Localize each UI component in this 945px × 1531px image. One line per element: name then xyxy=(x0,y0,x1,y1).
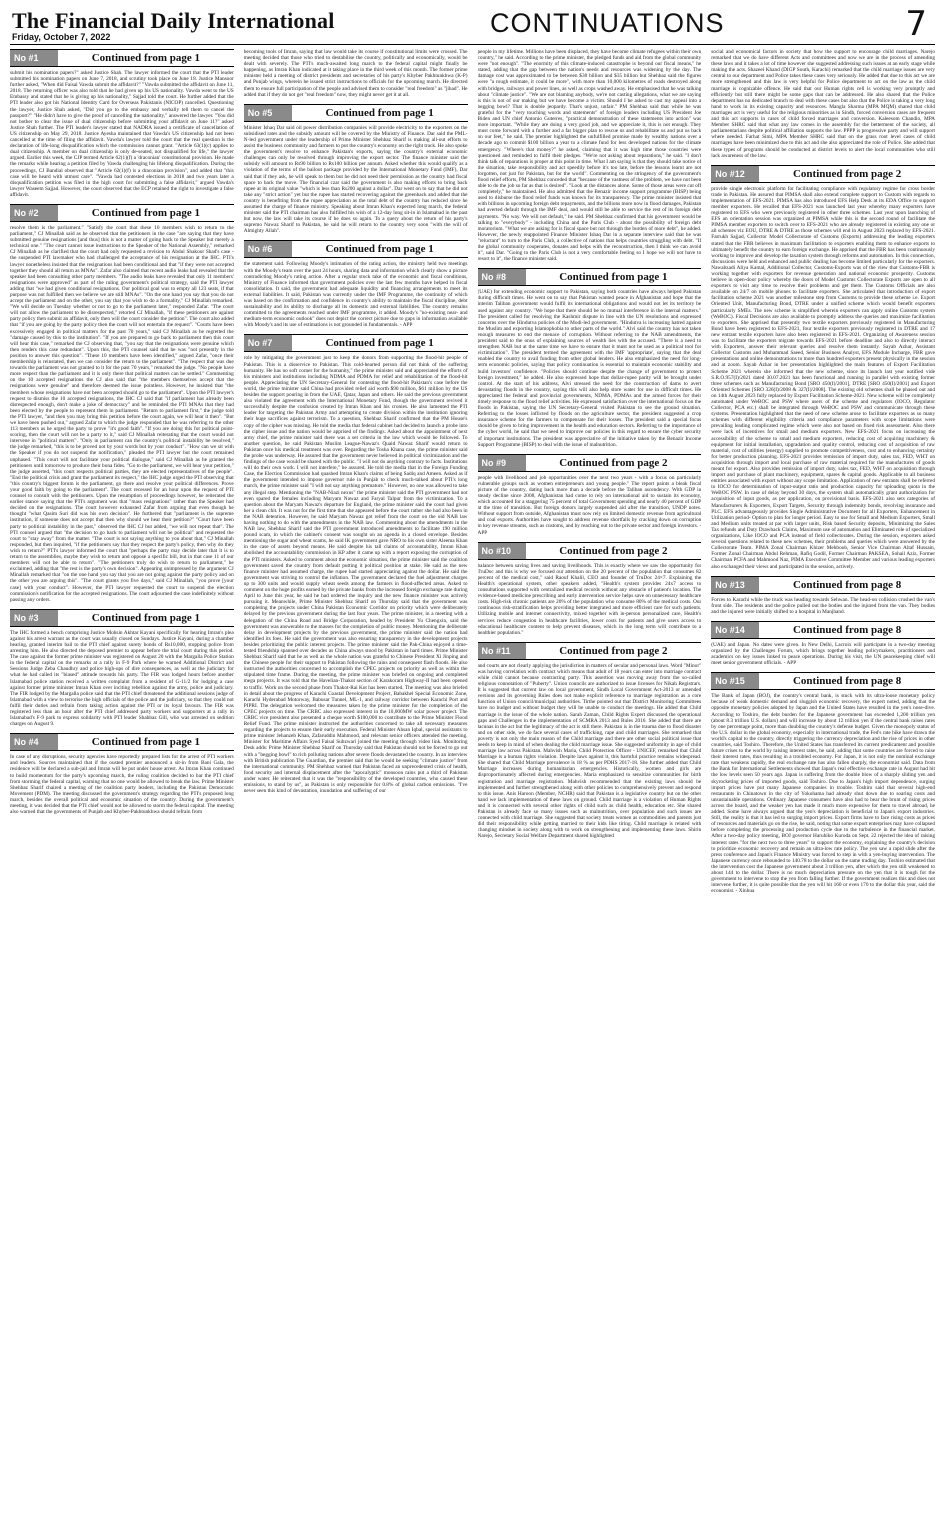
story-text: submit his nomination papers?" asked Justice Shah. The lawyer informed the court that the PTI leader submitted his nomination papers on June 7, 2018, and scrutiny took place on June 18. Justice Mansoor further asked, "When did Faisal Vawda submit the affidavit?" "Vawda submitted the affidavit on June 11, 2018. The returning officer was also told that he had given up his US nationality. Vawda went to the US Embassy and stated that he is giving up his nationality," Sajjad told the court. He further added that the PTI leader also got his National Identity Card for Overseas Pakistanis (NICOP) cancelled. Questioning the lawyer, Justice Shah asked, "Did you go to the embassy and verbally tell them to cancel the passport?" "He didn't have to give the proof of cancelling the nationality," answered the lawyer. "You did not bother to clear the issue of dual citizenship before submitting your affidavit on June 11?" asked Justice Shah further. The PTI leader's lawyer stated that NADRA issued a certificate of cancellation of US citizenship on May 29, 2018. Justice Ayesha maintained that Vawda's US citizenship had not been cancelled at the time of filing the affidavit. Vawda's lawyer told the court that the real question is the declaration of life-long disqualification which the commission cannot grant. "Article 63(1)(c) applies to dual citizenship. A member on dual citizenship is only de-seated, not disqualified for life," the lawyer argued. Earlier this week, the CJP termed Article 62(1)(f) a 'draconian' constitutional provision. He made the remarks while hearing a petition filed by Vawda challenging his lifelong disqualification. During the proceedings, CJ Bandial observed that "Article 62(1)(f) is a draconian provision", and added that "this case will be heard with utmost care". "Vawda had contested elections in 2018 and two years later a disqualification petition was filed in the high court for submitting a false affidavit," argued Vawda's lawyer Waseem Sajjad. However, the court observed that the ECP retained the right to investigate a false affidavit. xyxy=(10,70,234,198)
story-block xyxy=(244,334,468,794)
story-header xyxy=(711,165,935,183)
story-continued-title: Continued from page 1 xyxy=(91,52,201,64)
story-number: No #14 xyxy=(711,622,759,638)
story-text: role by mitigating the government just to keep the donors from supporting the flood-hit people of Pakistan. This is a disservice to Pakistan. This cold-hearted person did not think of the suffering humanity. He has no soft corner for the humanity," the prime minister said and appreciated the efforts of his ministers and institutions including NDMA and PDMA for relief and rehabilitation of the flood-hit people. Appreciating the UN Secretary-General for contesting the flood-hit Pakistan's case before the world, the prime minister said China had provided relief aid worth $90 million, $61 million by the US besides the support pouring in from the UAE, Qatar, Japan and others. He said the previous government also violated the agreement with the International Monetary Fund, though the government revived it successfully despite the confusion created by Imran Khan and his cronies. He also lamented the PTI leader for targeting the Pakistan Army and attempting to create division within the institution ignoring their huge sacrifices against terrorism. To a question, Shehbaz Sharif confirmed that the PM House's copy of the cipher was missing. He told the media that federal cabinet had decided to launch a probe into the cipher issue and the nation would be apprised of the findings. Asked about the appointment of next army chief, the prime minister said there was a set criteria in the law which would be followed. To another question, he said Pakistan Muslim League-Nawaz's Quaid Nawaz Sharif would return to Pakistan once his medical treatment was over. Regarding the Tosha Khana case, the prime minister said the probe was underway. He assured that the government never believed in political victimization and the findings of the case would be shared with the public. "I will not do anything contrary to facts. Institutions will do their own work. I will not interfere," he assured. He told the media that in the Foreign Funding Case, the Election Commission had quashed Imran Khan's claims of being Sadiq and Ameen. Asked as if the government intended to impose governor rule in Punjab to check much-talked about PTI's long march, the prime minister said "I will not say anything premature." However, no one was allowed to take any illegal step. Mentioning the "NAB-Niazi nexus" the prime minister said the PTI government had not even spared the females including Maryam Nawaz and Faryal Talpur from the victimization. To a question about the Maryam Nawaz's departure for England, the prime minister said the court had given her a clean chit. It was not for the first time that she appeared before the court rather she had also been in the NAB detention. However, he said Maryam Nawaz got relief from the court on the old NAB law having nothing to do with the amendments in the NAB law. Commenting about the amendments in the NAB law, Shehbaz Sharif said the PTI government introduced amendments to facilitate 190 million pound scam, in which the cabinet's consent was sought on an agenda in a closed envelope. Besides mentioning the sugar and wheat scams, he said IK government gave NRO to his own sister Aleema Khan in the case of assets beyond means. He said despite his tall claims of accountability, Imran Khan abolished the accountability commission in KP after it came up with a report exposing the corruption of the PTI ministers. Asked to comment about the economic situation, the prime minister said the coalition government saved the country from default putting it political position at stake. He said as the new finance minister had assumed charge, the rupee had started appreciating against the dollar. He said the government was striving to control the inflation. The government declared the fuel adjustment charges up to 300 units and would supply wheat seeds among the farmers in flood-affected areas. Asked to comment on the huge profits earned by the private banks from the increased foreign exchange rate during April to June this year, he said he had ordered the inquiry and the new finance minister was actively pursuing it. Meanwhile, Prime Minister Shehbaz Sharif on Thursday said that the government was completing the projects under China Pakistan Economic Corridor on priority which were deliberately delayed by the previous government during the last four years. The prime minister, in a meeting with a delegation of the China Road and Bridge Corporation, headed by President Yu Chengxin, said the government was answerable to the masses for the completion of public money. Mentioning the deliberate delay in development projects by the previous government, the prime minister said the nation had identified its foes. He said the government was also ensuring transparency in the development projects besides prioritizing the public interest projects. The prime minister said the Pak-China enjoyed a time-tested friendship spanned over decades as China always stood by Pakistan in hard times. Prime Minister Shehbaz Sharif said that he as well as the whole nation was grateful to Chinese President Xi Jinping and the Chinese people for their support to Pakistan following the rains and consequent flash floods. He also instructed the authorities concerned to accomplish the CPEC projects on priority as well as within the stipulated time frame. During the meeting, the prime minister was briefed on ongoing and completed mega projects. It was told that the Havelian-Thakot section of Karakoram Highway-II had been opened to traffic. Work on the second phase from Thakot-Rai Kot has been started. The meeting was also briefed in detail about the progress of Karachi Coastal Development Project, Babakhel Special Economic Zone, Karachi Hyderabad Motorway, Babusar Tunnel, ML-1, and railway corridor between Karachi Port and PIPRI. The delegation welcomed the measures taken by the prime minister for the completion of the CPEC projects on time. The CRBC also expressed interest in the 10,000MW solar power project. The CRBC vice president also presented a cheque worth $100,000 to contribute to the Prime Minister Flood Relief Fund. The prime minister instructed the authorities concerned to take all necessary measures regarding the projects to ensure their early execution. Federal Minister Ahsan Iqbal, special assistants to prime minister Jehanzeb Khan, Zafaruddin Mahmood, and relevant senior officers attended the meeting. Minister for Maritime Affairs Syed Faisal Subzwari joined the meeting through video link. Monitoring Desk adds: Prime Minister Shehbaz Sharif on Thursday said that Pakistan should not be forced to go out with a "begging bowl" to rich polluting nations after severe floods devastated the country. In an interview with British publication The Guardian, the premier said that he would be seeking "climate justice" from the international community. PM Shehbaz warned that Pakistan faced an unprecedented crisis of health, food security and internal displacement after the "apocalyptic" monsoon rains put a third of Pakistan under water. He reiterated that it was the "responsibility of the developed countries, who caused these emissions, to stand by us", as Pakistan is only responsible for 0.8% of global carbon emissions. "I've never seen this kind of devastation, inundation and suffering of our xyxy=(243,355,468,795)
story-number: No #3 xyxy=(10,610,58,626)
story-block xyxy=(478,542,702,636)
story-continuation xyxy=(244,49,468,98)
story-number: No #6 xyxy=(244,241,292,257)
story-continued-title: Continued from page 8 xyxy=(792,623,902,636)
columns xyxy=(10,49,935,1519)
story-number: No #15 xyxy=(711,673,759,689)
story-text: provide single electronic platform for facilitating compliance with regulatory regime for cross border trade in Pakistan. He assured that PIMSA shall also extend complete support to Custom with regards to implementation of EFS-2021. PIMSA has also introduced EFS Help Desk at its EDA Office to support member exporters. He recalled that EFS-2021 was launched last year whereby many exporters have registered to EFS who were previously registered in other three schemes. Last year upon launching of EFS an orientation session was organized at PIMSA while this is the second round of facilitate the PIMSA member exporters to switch over to EFS-2021 who are already registered in existing any one or all schemes viz EOU, DTRE & DTRE as those schemes will end in August 2023 replaced by EFS-2021. Farrukh Sajjad, Collector Model Collectorate of Customs (Exports) addressing the leading exporters stated that the FBR believes in maximum facilitation to exporters enabling them to enhance exports to ultimately benefit the country to earn foreign exchange. He apprised that the FBR has been continuously working to improve and develop the taxation system through reforms and automation. In this connection, discussions were held and enhanced and public dealing has become limited particularly for the exporters. Nawabzadi Aliya Kamal, Additional Collector, Customs-Exports was of the view that Customs-FBR is working together with exporters for revenue generation and national economic prosperity. Customs believe in open-door policy whereby the doors of Model Customs Collectorate Exports are open to all exporters to visit any time to resolve their problems and get them. The Customs Officials are also available on 24/7 on mobile phones to facilitate exporters. She articulated that introduction of export facilitation scheme 2021 was another milestone step from Customs to provide these scheme i.e. Export Oriented Unit, Manufacturing Bond, DTRE under a unified scheme which would benefit exporters particularly SMEs. The new scheme is simplified wherein exporters can apply online Customs system (WeBOC). Fiscal Decisions are also available to promptly address the queries and maximize facilitation to exporters. She apprised that presently two textile exporters previously registered in Manufacturing Bond have been registered to EFS-2021, four textile exporters previously registered in DTRE and 17 new entrant textile exporters have also been registered in EFS-2021. Organizing of Awareness session was to facilitate the exporters migrate towards EFS-2021 before deadline and also to directly interact with Exporters, answer their relevant queries and resolve them instantly. Sayab Azhar, Assistant Collector Customs and Muhammad Saeed, Senior Business Analyst, EFS Module Incharge, FBR gave presentations and online demonstrations to more than hundred exporters present physically in the session and at zoom. Sayab Azhar in her presentation highlighted the main features of Export Facilitation Scheme 2021 wherein she informed that the new scheme, since its launch last year notified vide S.R.O.957(I)/2021 dated 30.07.2021 has been functional and running in parallel with existing former three schemes such as Manufacturing Bond [SRO 450(I)/2001], DTRE [SRO 450(I)/2001] and Export Oriented Schemes [SRO 326(I)/2008 & 327(I)/2008]. The existing old schemes shall be phased out and on 14th August 2023 fully replaced by Export Facilitation Scheme-2021. New scheme will be completely automated under WeBOC and PSW where users of the scheme and regulators (IOCO, Regulator Collector, PCA etc.) shall be integrated through WeBOC and PSW and communicate through these systems. Presentation highlighted that the need of new scheme arose to facilitate exporters as so many schemes with different eligibility criteria and compliance parameters with scope limitations were prevailing leading complicated regime which were also not based on fixed risk assessment. Also there were lack of incentives for small and medium exporters. New EFS-2021 focus on increasing the accessibility of the scheme to small and medium exporters, reducing cost of acquiring machinery & equipment for initial installation, upgradation and quality control, reducing cost of acquisition of raw material, cost of utilities (energy) supplied to promote competitiveness, cost and to enhancing certainty for better production planning. EFS-2021 provides remission of import duty, sales tax, FED, WHT on acquisition through import and local purchase of raw material required for the manufactures of goods meant for export. Also provides remission of import duty, sales tax, FED, WHT on acquisition through import and purchase of plant machinery, equipment, spares & capital goods. Applicable to all business entities associated with export without any scope limitation. Application of new entrants shall be referred to IOCO for determination of input-output ratio and production capacity for uploading quota in the WeBOC PSW. In case of delay beyond 30 days, the system shall automatically grant authorization for acquisition of input goods, as per application, on provisional basis. EFS-2021 also sets categories of Manufacturers & Exporters, Export Targets, Security through indemnity bonds, revolving insurance and PLC. EFS advantageously provides Single Administrative Document for all Exporters, Enhancement in Utilization period- Option to plan for longer period. Easy to use for Small and Medium Exporters, Small and Medium units treated at par with larger units, Risk based Security deposits, Minimizing the Sales Tax refunds and Duty Drawback Claims, Maximum use of automation and Eliminated role of specialized organizations, Like IOCO and PCA instead of field collectorates. During the session, exporters asked several questions related to these new schemes, their problems and queries which were answered by the Collectorate Team. PIMA Zonal Chairman Khizer Mehboob, Senior Vice Chairman Altaf Hussain, Former Zonal Chairman Abdul Rehman, Rafiq Godil, Former Chairman PAKSEA, Sohail Aziz, Former Chairman PCFA and Mahmood Naz, PIMA Executive Committee Member and various leading exporters also exchanged their views and participated in the session, actively. xyxy=(711,185,935,570)
story-block xyxy=(10,733,234,815)
story-text: In case of any disruptions, security agencies have reportedly prepared lists for the arrest of PTI workers and leaders. Sources maintained that if the ousted premier announced a sit-in from Bani Gala, the residence will be declared a sub-jail and Imran will be put under house arrest. As Imran Khan continued to build momentum for the party's upcoming march, the ruling coalition decided to bar the PTI chief from storming the federal capital, warning that no one would be allowed to break the law. Prime Minister Shehbaz Sharif chaired a meeting of the coalition party leaders, including the Pakistan Democratic Movement (PDM). The meeting discussed the government's strategy regarding the PTI's proposed long march, besides the overall political and economic situation of the country. During the government's meeting, it was decided that the PTI chief would not be allowed to storm the federal capital. The meeting also warned that the governments of Punjab and Khyber-Pakhtunkhwa should refrain from xyxy=(10,754,234,816)
story-block xyxy=(711,576,935,615)
story-header xyxy=(711,576,935,594)
story-number: No #1 xyxy=(10,50,58,66)
story-block xyxy=(10,49,234,198)
story-header xyxy=(244,104,468,122)
newspaper-title: The Financial Daily International xyxy=(12,8,335,33)
story-continued-title: Continued from page 8 xyxy=(792,578,902,591)
story-header xyxy=(711,621,935,639)
story-continuation xyxy=(711,49,935,159)
story-continued-title: Continued from page 1 xyxy=(91,611,201,624)
story-block xyxy=(711,621,935,666)
story-text: resolve them is the parliament." "Satisfy the court that these 10 members wish to return to the parliament," CJ Minallah said as he observed that the petitioners in the case "are saying that they have submitted genuine resignations [and thus] this is not a matter of going back to the Speaker but merely a technical one." "The court cannot issue instructions to the Speaker of the National Assembly," remarked CJ Minallah as he clarified that the court had only requested a revision to Abdul Shakoor Shad's case - the suspended PTI lawmaker who had challenged the acceptance of his resignation at the IHC. PTI's lawyer nonetheless insisted that the resignations had been conditional and that "if they were not accepted together they should all return as MNAs". Zafar also claimed that recent audio leaks had revealed that the speaker had been consulting other party members. "The audio leaks have revealed that only 11 members' resignations were approved" as part of the ruling government's political strategy, said the PTI lawyer adding that "we had given conditional resignations. Our political goal was to empty all 123 seats, if that purpose was not fulfilled then we believe we are still MNAs". "On the one hand you say that you do not accept the parliament and on the other, you say that you wish to do a formality," CJ Minallah remarked. "We will decide on Tuesday whether or not to go to the parliament later," responded Zafar. "The court will not allow the parliament to be disrespected," retorted CJ Minallah, "if these petitioners are against party policy then submit an affidavit, only then will the court consider the petition". The court also added that "if you are going by the party policy then the court will not entertain the request". "Courts have been excessively engaged in political matters for the past 70 years," said CJ Minallah as he regretted the "damage caused by this to the institution". "If you are prepared to go back to parliament then this court will hear this case," remarked the CJ observing that, "you say that the resignations were genuine which then renders this case redundant". Upon this, the PTI counsel said that he was "not presently in the position to answer this question". "These 10 members have been identified," argued Zafar, "once their membership is reinstated, then we can consider the return to the parliament". "The respect that was due towards the parliament was not granted to it for the past 70 years," remarked the judge. "No people have more respect than the parliament and it is only there that political matters can be settled." Commenting on the 10 accepted resignations the CJ also said that "the members themselves accept that the resignations were genuine" and therefore deemed the issue pointless. However, he insisted that "the members whose resignations have not been accepted should go to the parliament". Upon the PTI lawyer's request to dismiss the 10 accepted resignations, the IHC CJ said that "if parliament has already been disrespected enough, don't make a joke of democracy" and he reminded the PTI MNAs that they had been elected by the people to represent them in parliament. "Return to parliament first," the judge told the PTI lawyer, "and then you may bring this petition before the court again, we will hear it then". "But we have been pushed out," argued Zafar to which the judge responded that he was referring to the other 113 members as he urged the party to prove "it's good faith". "If you are doing this for political point-scoring, then the court will not be a party to it," said CJ Minallah reiterating that the court would not intervene in "political matters". "Only in parliament can the country's political instability be resolved," the judge remarked, "this is to be proved not by your words but by your conduct". "How can we sit with the Speaker if you do not suspend the notification," pleaded the PTI lawyer but the court remained unphased. "This court will not facilitate your political dialogue," said CJ Minallah as he granted the petitioners until tomorrow to produce their bona fides. "Go to the parliament, we will hear your petition," the judge asserted, "this court respects political parties, they are elected representatives of the people". "End the political crisis and grant the parliament its respect," the IHC judge urged the PTI observing that "this country's biggest forum is the parliament, go there and resolve your political differences. Prove your good faith by going to the parliament". The court recessed for an hour upon the request of PTI counsel to consult with the petitioners. Upon the resumption of proceedings however, he reiterated the earlier stance saying that the PTI's argument was that "mass resignations" rather than the Speaker had decided on the resignations. The court however exhausted Zafar from arguing that even though he thought "what Qasim Suri did was his own decision". He furthered that "parliament is the supreme institution, if someone does not accept that then why should we hear their petition?" "Court have been party to political instability in the past," observed the IHC CJ but added, "we will not repeat that". The PTI counsel argued that "the decision to go back to parliament will not be political" and requested the court to "stay away" from the matter. "The court is not saying anything to you about that," CJ Minallah responded, but then inquired, "if the petitioners say that they respect the party's policy, then why do they wish to return?" PTI's lawyer informed the court that "perhaps the party may decide later that it is to return to the assemblies, maybe they wish to return and oppose a specific bill, but in that case 11 of our members will not be able to return". "The petitioners truly do wish to return to parliament," he exclaimed, adding that "the rest is the party's own decision". Appearing unimpressed by the argument CJ Minallah remarked that "on the one hand you say that you are not going against the party policy and on the other you are arguing this". "The court grants you five days," said CJ Minallah, "you prove [your case] with your conduct". However, the PTI lawyer requested the court to suspend the election commission's notification for the accepted resignations. The court adjourned the case indefinitely without passing any orders. xyxy=(10,224,234,603)
story-header xyxy=(478,542,702,560)
story-number: No #13 xyxy=(711,577,759,593)
story-number: No #10 xyxy=(478,543,526,559)
story-header xyxy=(10,733,234,751)
story-block xyxy=(244,240,468,328)
story-number: No #4 xyxy=(10,734,58,750)
story-text: Minister Ishaq Dar said oil power distribution companies will provide electricity to the exporters on the subsidised rates and the subsidy amount will be covered by the Ministry of Finance. Dar said the PML-N-led government under the leadership of Prime Minister Shehbaz Sharif is making all-out efforts to assist the business community and farmers to put the country's economy on the right track. He also spoke the government's resolve to enhance Pakistan's exports, saying the country's external economic challenges can only be resolved through improving the export sector. The finance minister said the subsidy will amount to Rs90 billion to Rs100 billion per annum. Asked whether this would qualify as a violation of the terms of the bailout package provided by the International Monetary Fund (IMF), Dar said that if they ask, he will speak to them but he did not need their permission as the country had fiscal space to back the move. The financial czar said the government is also making efforts to bring back rupee at its original value "which is less than Rs200 against a dollar". Dar went on to say that he did not take any "strict action" yet but the rupee has started recovering against the greenback and added that the country is benefiting from the rupee appreciation as the total debt of the country has reduced since he assumed the charge of finance ministry. Speaking about Imran Khan's expected long march, the federal minister said the PTI chairman has also fulfilled his wish of a 12-day long sit-in in Islamabad in the past but now, the law will take its course if he does so again. To a query about the return of his party's supremo Nawaz Sharif to Pakistan, he said he will return to the country very soon "with the will of Almighty Allah". xyxy=(243,124,468,235)
story-block xyxy=(478,642,702,840)
story-block xyxy=(10,609,234,728)
story-block xyxy=(244,104,468,235)
story-block xyxy=(478,268,702,447)
story-number: No #12 xyxy=(711,166,759,182)
story-header xyxy=(244,240,468,258)
story-block xyxy=(711,672,935,894)
story-number: No #5 xyxy=(244,105,292,121)
story-continued-title: Continued from page 1 xyxy=(559,271,668,284)
story-header xyxy=(478,268,702,286)
story-text: balance between saving lives and saving livelihoods. This is exactly where we saw the opportunity for TruDoc and this is why we focused our attention on the 20 percent of the population that consumes 82 percent of the medical cost," said Raouf Khalil, CEO and founder of TruDoc 24×7. Explaining the Health's operational system, other speakers added, "Health's system provides 24x7 access to consultations supported with centralized medical records without any obstacle of patient's location. The evidence-based medicine prescribing and early intervention service helps save on unnecessary healthcare costs. High-risk chronic patients are 20% of the population who consume 80% of the medical costs. Our continuous risk-stratification helps providing better integrated and more efficient care for such patients. Utilizing mobile and internet connectivity, mixed together with in-person personalized care, Health's services reduce congestion in healthcare facilities, lower costs for patients and give users access to educational healthcare content to help prevent diseases, which in the long term will contribute to a healthier population." xyxy=(477,562,702,636)
column-2 xyxy=(244,49,468,1519)
story-text: and courts are not clearly applying the jurisdiction in matters of secular and personal laws. Word "Minor" was having correlation with contract which means that adult of 18 years can enter into marriage contract while child cannot because contracting party. This assertion was moving away from the so-called religious connotation of "Puberty". Union councils are authorized to issue licenses for Nikah Registrars. It is suggested that current law on local government, Sindh Local Government Act-2013 or amended versions and its governing Rules does not make explicit reference to marriage registration as a core function of Union council/municipal authorities. Tirthe pointed out that District Monitoring Committees have no budget and without budget they will be unable to conduct the meetings. He added that Child marriage is the issue of the whole nation. Sarah Zaman, Child Rights Expert discussed the operational gaps and Challenges in the implementation of SCMRA 2013 and Rules 2016. She added that there are lacunas in the act but the legitimacy of the act is still there. Pakistan is in the trauma due to flood disaster and on other side, we do face several cases of trafficking, rape and child marriages. She remarked that poverty is not only the main reason of the Child marriage and there are other social political issue that needs to keep in mind of when dealing the child marriage issue. She suggested uniformity in age of child marriage law across Pakistan. Mahvish Maria, Child Protection Officer - UNICEF, remarked that Child Marriage is a human rights violation. Despite laws against it, this harmful practice remains widespread. She shared that Child Marriage prevalence is 18 % as per PDHS 2017-18. She further added that Child Marriage increases during humanitarian emergencies. Historically, women and girls are disproportionately affected during emergencies. Maria emphasized to sensitize communities for birth registration and marriage registration. Mahvish recommended that the existing laws should be implemented and further strengthened along with other policies to comprehensively prevent and respond to this issue. Anis Haroon (Member, NCHR) said that Pakistan is a legislative country but on the other hand we lack implementation of these laws on ground. Child marriage is a violation of Human Rights and it is connected with several other rights of child such as child health, education etc. She shared Pakistan is already face so many issues such as malnutrition, over population and such issues are connected with child marriage. She suggested that society treats women as commodities and parents just did their responsibility while getting married to their kids like tiring. Child marriage is related with changing mindset in society along with to work on strengthening and implementing these laws. Shirin Narejo, Secretary Social Welfare Department shared highlighted xyxy=(477,662,702,840)
story-block xyxy=(478,454,702,536)
story-text: the statement said. Following Moody's intimation of the rating action, the ministry held two meetings with the Moody's team over the past 24 hours, sharing data and information which clearly show a picture contradicting Moody's rating action. After a regular stock take of the economic and fiscal conditions, Ministry of Finance informed that government policies over the last few months have helped in fiscal consolidation. It said, the government had adequate liquidity and financing arrangements to meet its external liabilities. It said, Pakistan was currently under the IMF Programme, the continuity of which was based on the confirmation and confidence in country's ability to maintain the fiscal discipline, debt sustainability and its ability to discharge all its domestic and external liabilities. The country remains committed to the agreements reached under IMF programme, it added. Moody's "no-existing near- and medium-term economic outlook" does not depict the correct picture due to gaps in information available with Moody's and its use of estimations is not grounded in fundamentals. - APP xyxy=(243,261,468,329)
story-number: No #7 xyxy=(244,335,292,351)
story-header xyxy=(244,334,468,352)
story-header xyxy=(478,642,702,660)
issue-date: Friday, October 7, 2022 xyxy=(12,32,111,42)
story-number: No #11 xyxy=(478,643,526,659)
story-header xyxy=(478,454,702,472)
story-number: No #8 xyxy=(478,269,526,285)
story-continued-title: Continued from page 2 xyxy=(559,456,668,469)
story-text: becoming tools of Imran, saying that law would take its course if constitutional limits were crossed. The meeting decided that those who tried to destabilise the country, politically and economically, would be dealt with severely. The PTI's much-awaited long march to the federal capital might finally be happening, as Imran Khan indicated at it taking place in the third week of this month. The former prime minister held a meeting of district presidents and secretaries of his party's Khyber Pakhtunkhwa (K-P) and Punjab wings, wherein he issued strict instructions to officials for the upcoming march. He directed them to ensure full participation of the people and advised them to consider "real freedom" as "jihad". He added that if they do not get "real freedom" now, they might never get it at all. xyxy=(243,49,468,98)
story-number: No #2 xyxy=(10,205,58,221)
story-header xyxy=(711,672,935,690)
story-continuation xyxy=(478,49,702,262)
story-continued-title: Continued from page 2 xyxy=(559,544,668,557)
story-continued-title: Continued from page 1 xyxy=(325,243,434,256)
section-title: CONTINUATIONS xyxy=(490,8,725,38)
column-4 xyxy=(711,49,935,1519)
masthead-rule xyxy=(10,44,935,45)
story-text: The Bank of Japan (BOJ), the country's central bank, is stuck with its ultra-loose monetary policy because of weak domestic demand and sluggish economic recovery, the expert noted, adding that the opposite monetary policies adopted by Japan and the United States have resulted in the yen's nose-dive. According to Toshiro, the debt burden for the Japanese government has exceeded 1,200 trillion yen (about 8.3 trillion U.S. dollars) and will increase by about 12 trillion yen if the central bank raises rates by one percentage point, more than doubling the country's defense budget. Given the monopoly status of the U.S. dollar in the global economy, especially in international trade, the Fed's rate hike have drawn the world's capital to the country, directly triggering the currency depreciation and the rise of prices in other countries, said Toshiro. Therefore, the United States has transferred its current predicament and possible future crises to the world by raising interest rates, he said, adding that some countries are forced to raise their interest rates, thus resulting in a troubled economy. For Japan, it is not only the nominal exchange rate that weakens rapidly, the real exchange rate has also fallen sharply, the economist said. Data from the Bank for International Settlements showed that Japan's real effective exchange rate in August had hit the low levels seen 50 years ago. Japan is suffering from the double blow of a sharply sliding yen and skyrocketing prices of imported goods, said Toshiro. Due to Japan's high import dependence, surging import prices have put many Japanese companies in trouble. Toshiro said that several high-end restaurants in Chinatown in the city of Yokohama had already shut down due to soaring costs and unsustainable operations. Ordinary Japanese consumers have also had to bear the brunt of rising prices across the board, and the weaker yen has made it much more expensive for them to travel abroad, he added. Some have always argued that the yen's depreciation is beneficial to Japan's export industries. Still, the reality is that it has led to surging import prices. Export firms have to face rising costs as prices of resources and materials go on the rise, he said, noting that some export enterprises may have collapsed before completing the processing and production cycle due to the turbulence in the financial market. After a two-day policy meeting, BOJ governor Haruhiko Kuroda on Sept. 22 rejected the idea of raising interest rates "for the next two to three years" to support the economy, explaining the country's decision to prioritize economic recovery and remain an ultra-low rate policy. The yen saw a rapid slide after the press conference and Japan's Finance Ministry was forced to step in with a yen-buying intervention. The Japanese currency once rebounded to 140.78 to the dollar on the same trading day. Toshiro estimated that the intervention cost the Japanese government about 3 trillion yen, after which the yen still weakened to about 144 to the dollar. There is no much depreciation pressure on the yen that it is tough for the government to intervene to stop the yen from falling further. If the government realizes this and does not intervene further, it is quite possible that the yen will hit 160 or even 170 to the dollar this year, said the economist. - Xinhua xyxy=(711,693,935,895)
story-continued-title: Continued from page 2 xyxy=(792,167,902,180)
story-block xyxy=(10,204,234,603)
story-text: (UAE) for extending economic support to Pakistan, saying both countries have always helped Pakistan during difficult times. He went on to say that Pakistan wanted peace in Afghanistan and hope that the interim Taliban government would fulfil its international obligations and would not let its territory be used against any country. "We hope that there should be no mutual interference in the internal matters." The president called for resolving the Kashmir dispute in line with the UN resolutions and expressed concerns over the Hindutva policies of the Modi-led government. "Hindutva is increasing hatred against the Muslim and exporting Islamophobia to other parts of the world." Alvi said the country has not taken enough measures to end the menace of corruption. Without referring to the NAB amendments, the president said to the onus of explaining sources of wealth lies with the accused. "There is a need to strengthen NAB but at the same time we have to ensure that it must not be used as a political tool for victimization". The president termed the agreement with the IMF 'appropriate', saying that the deal enabled the country to avail funding from other global lenders. He also emphasized the need for long-term economic policies, saying that policy continuation is essential to maintain economic stability and build investors' confidence. "Policies should continue despite the change of government to protect foreign investment," he added. He also expressed hope that dollar-rupee parity will be brought under control. At the start of his address, Alvi stressed the need for the construction of dams to avert devastating floods in the country, saying this will also help store water for use in difficult times. He appreciated the federal and provincial governments, NDMA, PDMAs and the armed forces for their timely response to the flood relief activities. He expressed satisfaction over the international focus on the floods in Pakistan, saying the UN Secretary-General visited Pakistan to see the ground situation. Referring to the losses inflicted by floods on the agriculture sector, the president suggested a crop insurance scheme for the farmers to compensate for their losses. The president said a special focus should be given to bring improvement in the health and education sectors. Referring to the importance of the cyber world, he said that we need to improve our policies in this regard to ensure the cyber security of important institutions. The president was appreciative of the initiative taken by the Benazir Income Support Programme (BISP) to deal with the issue of malnutrition. xyxy=(477,289,702,448)
story-continued-title: Continued from page 1 xyxy=(91,736,201,749)
story-header xyxy=(10,204,234,222)
story-text: people with livelihood and job opportunities over the next two years - with a focus on particularly vulnerable groups such as women entrepreneurs and young people." The report paints a bleak fiscal picture of the country, dating back more than a decade before the Taliban ascendency. With GDP in steady decline since 2008, Afghanistan had come to rely on international aid to sustain its economy, which accounted for a staggering 75 percent of total Government spending and nearly 40 percent of GDP at the time of transition. But foreign donors largely suspended aid after the transition, UNDP notes. Without support from outside, Afghanistan must now rely on limited domestic revenue from agricultural and coal exports. Authorities have sought to address revenue shortfalls by cracking down on corruption in key revenue streams, such as customs, and by reaching out to the private sector and foreign investors. - APP xyxy=(477,474,702,536)
story-number: No #9 xyxy=(478,455,526,471)
story-continued-title: Continued from page 1 xyxy=(91,206,201,219)
column-1 xyxy=(10,49,234,1519)
masthead xyxy=(10,6,935,42)
story-block xyxy=(711,165,935,570)
story-continued-title: Continued from page 8 xyxy=(792,675,902,688)
story-header xyxy=(10,49,234,67)
story-header xyxy=(10,609,234,627)
story-text: social and economical factors in society that how the support to encourage child marriages. Narejo remarked that we do have different Acts and committees and now we are in the process of amending these laws and it takes a lot of time however she suggested addressing such issues at an early stage while making the acts. Shazeel Khand (DIGP South, Karachi) remarked that the child marriage issues are very central to our department and Police takes these cases very seriously. He added that due to this act we are more strengthened and this law is very helpful for Police department to act on the law as the child marriage is cognizable offence. He said that our Human rights cell is working very promptly and efficiently but still there might be some gaps that can be addressed. He also shared that the Police department has no dedicated branch to deal with these cases but also that the Police is taking a very long hand to work in its existing capacity and resources. Mangla Sharma (MPA MQM) shared that child marriages act is very useful for the religious minorities as in Sindh, forced conversion cases are frequent and this act supports in cases of child forced marriages and conversion. Kaleesom Chandio, MPA Member SHRC said that what any law comes in the assembly for the betterment of the society, all parliamentarians despite political affiliation supports the law. PPPP is progressive party and will support where needed. Farhat Simi, MPA Member SHRC said that on the grass root level cases of child marriages have been minimized due to this act and she also appreciated the role of Police. She added that these types of programs should be conducted at district levels to alert the local communities who still lack awareness of the law. xyxy=(711,49,935,159)
story-text: Forces to Karachi while the truck was heading towards Sehwan. The head-on collision crushed the van's front side. The residents and the police pulled out the bodies and the injured from the van. They bodies and the injured were initially shifted to a hospital in Manjhand. xyxy=(711,596,935,615)
page-number: 7 xyxy=(905,4,927,44)
story-continued-title: Continued from page 1 xyxy=(325,106,434,119)
story-text: (UAE) and Japan. No dates were given. In New Delhi, Lacroix will participate in a two-day meeting organized by the Challenges Forum, which brings together leading policymakers, practitioners and academics on key issues linked to peace operations. During his visit, the UN peacekeeping chief will meet senior government officials. - APP xyxy=(711,641,935,667)
story-text: people in my lifetime. Millions have been displaced, they have become climate refugees within their own country," he said. According to the prime minister, the pledged funds and aid from the global community were "not enough". "The enormity of this climate-induced catastrophe is beyond our fiscal means," he stated, adding that the gap between the nation's needs and resources was widening by the day. The damage cost was approximated to be between $30 billion and $35 billion but Shehbaz said the figures were "a rough estimate, it could be more", with more than 10,000 kilometres of roads destroyed along with bridges, railways and power lines, as well as crops washed away. He emphasised that he was talking about "climate justice". "We are not blaming anybody, we're not casting allegations, what we are saying is this is not of our making but we have become a victim. Should I be asked to cast my appeal into a begging bowl? That is double jeopardy. That's unjust, unfair." PM Shehbaz said that while he was grateful for the "very touching words and statements" of foreign leaders including US President Joe Biden and UN chief Antonio Guterres, "practical demonstration of these statements into action" was more important. "While they are doing a very good job, and we appreciate it, this is not enough. They must come forward with a further and a far bigger plan to rescue us and rehabilitate us and put us back on our feet," he said. The premier highlighted the unfulfilled promise made by wealthy nations over a decade ago to commit $100 billion a year to a climate fund for less developed nations for the climate emergency. "Where's that money?" he asked, claiming that it was high time those countries were questioned and reminded to fulfil their pledges. "We're not asking about reparations," he said. "I don't think talk of reparations is proper at this point in time. What I am saying is that they should take notice of the situation, take responsibility and act speedily before it's too late, before the lessons learnt are not forgotten, not just for Pakistan, but for the world". Commenting on the stringency of the government's flood relief efforts, PM Shehbaz conceded that "because of the vastness of the problem, we have not been able to do the job so far as that is desired". "Look at the distances alone. Some of those areas were cut off completely," he maintained. He also admitted that the Benazir income support programme (BISP) being used to disburse the flood relief funds was known for its transparency. The prime minister insisted that with billions in upcoming foreign debt repayments, and the billions more now in flood damages, Pakistan had averted default through the IMF deal, and would still be able to service the rest of its foreign debt payments. "No way. We will not default," he said. PM Shehbaz confirmed that his government would be talking to "everybody" - including China and the Paris Club - about the possibility of foreign debt moratorium. "What we are asking for is fiscal space but not through the burden of more debt", he added. However, the newly reappointed Finance Minister Ishaq Dar in a separate interview said that he was "reluctant" to turn to the Paris Club, a collective of nations that helps countries struggling with debt. "If the global community cooperates, donates and helps with the reconstruction, then I think we can avoid it", said Dar. "Going to the Paris Club is not a very comfortable feeling so I hope we will not have to resort to it", the finance minister said. xyxy=(477,49,702,263)
story-continued-title: Continued from page 1 xyxy=(325,337,434,350)
column-3 xyxy=(478,49,702,1519)
story-continued-title: Continued from page 2 xyxy=(559,644,668,657)
story-text: The IHC formed a bench comprising Justice Mohsin Akhtar Kayani specifically for hearing Imran's plea against his arrest warrant as the court was usually closed on Sundays. Justice Kayani, during a chamber hearing, granted interim bail to the PTI chief against surety bonds of Rs10,000, stopping police from arresting him. He also directed the deposed premier to appear before the trial court during this period. The case against the former prime minister was registered on August 20 with the Margalla Police Station in the federal capital on the remarks at a rally in F-9 Park where he warned Additional District and Sessions Judge Zeba Chaudhry and police high-ups of dire consequences, as well as the judiciary for what he had called its "biased" attitude towards his party. The FIR was lodged hours before another Islamabad police station received a written complaint from a resident of G-11/2 for lodging a case against former prime minister Imran Khan over inciting rebellion against the army, police and judiciary. The FIR lodged by the Margalla police said that the PTI chief threatened the additional sessions judge of Islamabad with a view to terrorise the high officials of the police and the judiciary, so that they could not fulfil their duties and refrain from taking action against the PTI or its loyal favours. The FIR was registered less than an hour after the PTI chief addressed party workers and supporters at a rally in Islamabad's F-9 park to express solidarity with PTI leader Shahbaz Gill, who was arrested on sedition charges on August 9. xyxy=(10,629,234,728)
